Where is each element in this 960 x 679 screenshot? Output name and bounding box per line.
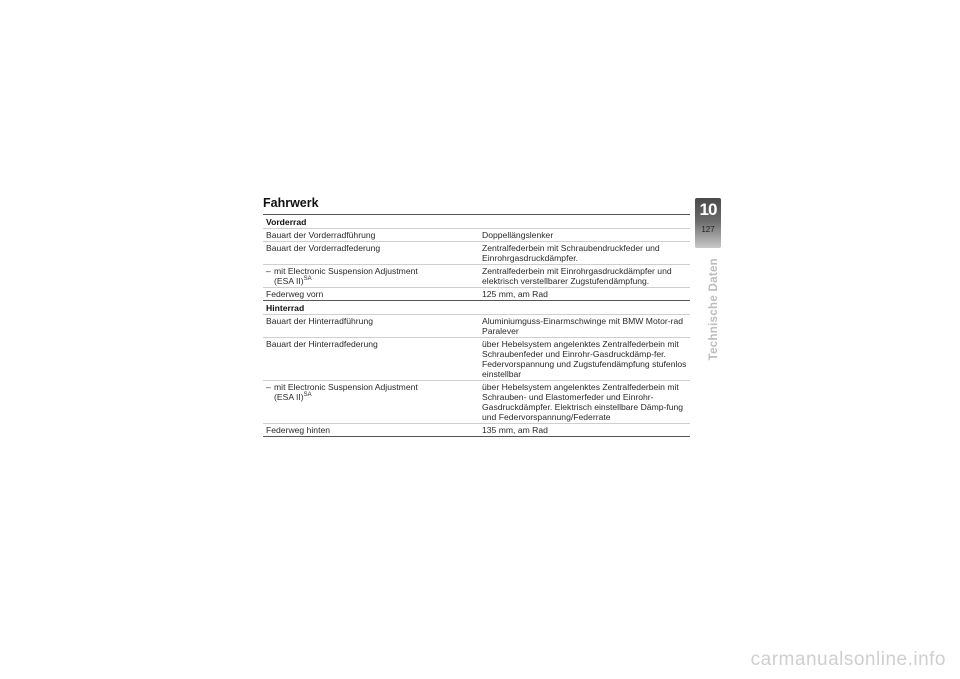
spec-value: über Hebelsystem angelenktes Zentralfederbein mit Schraubenfeder und Einrohr-Gasdruckdämp-fer. Federvorspannung und Zugstufendämpfung stufenlos einstellbar — [478, 338, 690, 381]
spec-label: Bauart der Vorderradführung — [263, 229, 478, 242]
watermark: carmanualsonline.info — [750, 649, 946, 670]
table-row — [263, 315, 690, 338]
spec-table — [263, 214, 690, 437]
spec-label: Federweg hinten — [263, 424, 478, 437]
section-header-front — [263, 215, 690, 229]
spec-value: Zentralfederbein mit Einrohrgasdruckdämpfer und elektrisch verstellbarer Zugstufendämpfung. — [478, 265, 690, 288]
table-row — [263, 424, 690, 437]
table-row — [263, 265, 690, 288]
spec-label-line2-wrap — [266, 276, 475, 286]
table-row — [263, 338, 690, 381]
section-heading: Vorderrad — [263, 215, 690, 229]
table-row — [263, 242, 690, 265]
chapter-tab — [695, 198, 721, 248]
chapter-number: 10 — [699, 200, 717, 219]
dash-marker: – — [266, 266, 271, 276]
chapter-name: Technische Daten — [708, 258, 720, 361]
spec-label-esa — [263, 381, 478, 424]
spec-label-line2-wrap — [266, 392, 475, 402]
spec-label: Bauart der Vorderradfederung — [263, 242, 478, 265]
spec-label: Bauart der Hinterradführung — [263, 315, 478, 338]
table-row — [263, 381, 690, 424]
spec-label: Federweg vorn — [263, 288, 478, 301]
page-number: 127 — [701, 225, 715, 234]
spec-label-line1: mit Electronic Suspension Adjustment — [274, 382, 418, 392]
section-heading: Hinterrad — [263, 301, 690, 315]
spec-value: 135 mm, am Rad — [478, 424, 690, 437]
spec-label: Bauart der Hinterradfederung — [263, 338, 478, 381]
spec-label-line2: (ESA II) — [274, 392, 304, 402]
spec-value: Zentralfederbein mit Schraubendruckfeder und Einrohrgasdruckdämpfer. — [478, 242, 690, 265]
spec-value: Aluminiumguss-Einarmschwinge mit BMW Motor-rad Paralever — [478, 315, 690, 338]
spec-value: Doppellängslenker — [478, 229, 690, 242]
sa-superscript: SA — [303, 276, 312, 283]
sa-superscript: SA — [303, 392, 312, 399]
dash-marker: – — [266, 382, 271, 392]
page-title: Fahrwerk — [263, 196, 319, 210]
table-row — [263, 229, 690, 242]
spec-label-line2: (ESA II) — [274, 276, 304, 286]
spec-value: über Hebelsystem angelenktes Zentralfederbein mit Schrauben- und Elastomerfeder und Einrohr-Gasdruckdämpfer. Elektrisch einstellbare Dämp-fung und Federvorspannung/Federrate — [478, 381, 690, 424]
spec-value: 125 mm, am Rad — [478, 288, 690, 301]
spec-label-line1: mit Electronic Suspension Adjustment — [274, 266, 418, 276]
spec-label-esa — [263, 265, 478, 288]
section-header-rear — [263, 301, 690, 315]
table-row — [263, 288, 690, 301]
